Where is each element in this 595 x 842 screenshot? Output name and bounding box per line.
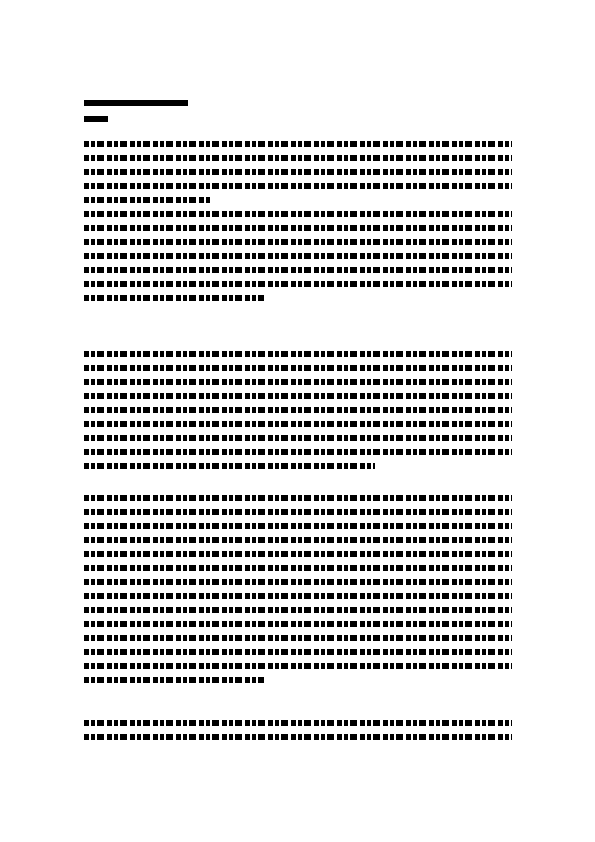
paragraph-3 [84, 495, 512, 691]
text-line [84, 607, 512, 613]
text-line [84, 463, 375, 469]
text-line [84, 169, 512, 175]
subheading-line [84, 116, 108, 122]
text-line [84, 523, 512, 529]
document-header [84, 100, 284, 132]
text-line [84, 495, 512, 501]
text-line [84, 449, 512, 455]
text-line [84, 239, 512, 245]
text-line [84, 155, 512, 161]
text-line [84, 734, 512, 740]
text-line [84, 407, 512, 413]
text-line [84, 393, 512, 399]
text-line [84, 621, 512, 627]
text-line [84, 677, 264, 683]
text-line [84, 141, 512, 147]
text-line [84, 635, 512, 641]
paragraph-4 [84, 720, 512, 748]
text-line [84, 565, 512, 571]
text-line [84, 593, 512, 599]
heading-line [84, 100, 188, 106]
text-line [84, 663, 512, 669]
text-line [84, 295, 264, 301]
text-line [84, 537, 512, 543]
paragraph-2 [84, 351, 512, 477]
text-line [84, 649, 512, 655]
text-line [84, 435, 512, 441]
text-line [84, 365, 512, 371]
text-line [84, 720, 512, 726]
text-line [84, 509, 512, 515]
text-line [84, 197, 212, 203]
text-line [84, 183, 512, 189]
text-line [84, 253, 512, 259]
paragraph-1 [84, 141, 512, 309]
text-line [84, 225, 512, 231]
text-line [84, 281, 512, 287]
text-line [84, 211, 512, 217]
text-line [84, 379, 512, 385]
text-line [84, 551, 512, 557]
text-line [84, 579, 512, 585]
text-line [84, 267, 512, 273]
text-line [84, 351, 512, 357]
text-line [84, 421, 512, 427]
